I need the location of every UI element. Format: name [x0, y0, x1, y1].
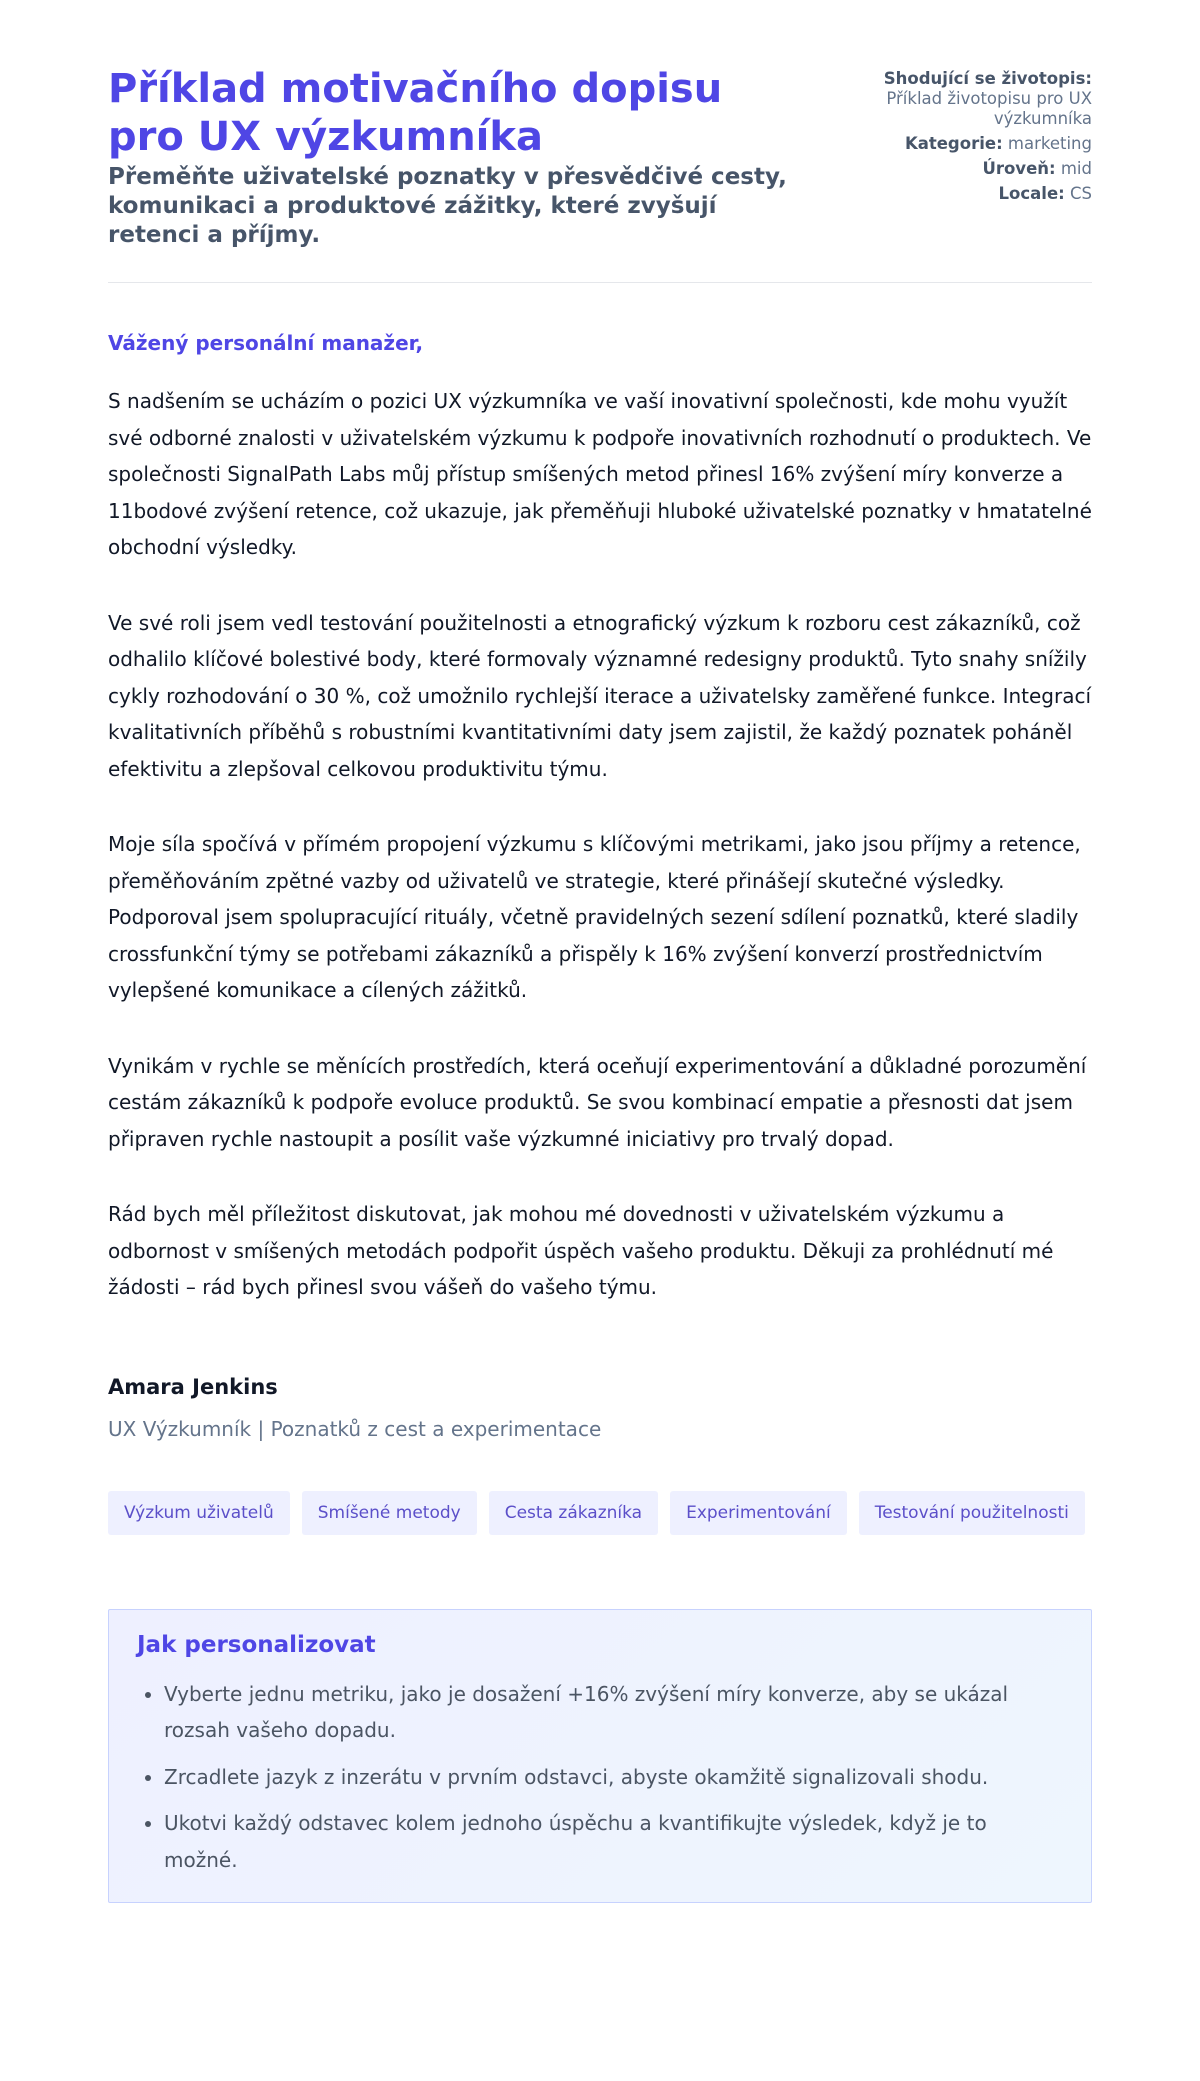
personalize-tips-box — [108, 1609, 1092, 1904]
tips-title: Jak personalizovat — [137, 1631, 376, 1658]
meta-level-label: Úroveň: — [982, 159, 1056, 178]
header-titles — [108, 65, 808, 250]
meta-level-value: mid — [1060, 159, 1092, 178]
tips-list-item: • Vyberte jednu metriku, jako je dosažení +16% zvýšení míry konverze, aby se ukázal rozsah vašeho dopadu. — [164, 1676, 1063, 1749]
meta-matching-resume — [842, 69, 1092, 129]
signature-name: Amara Jenkins — [108, 1374, 278, 1399]
tag-mixed-methods[interactable]: Smíšené metody — [302, 1491, 477, 1535]
tag-experimentation[interactable]: Experimentování — [670, 1491, 847, 1535]
meta-locale-value: CS — [1070, 184, 1092, 203]
page-title: Příklad motivačního dopisu pro UX výzkumníka — [108, 66, 723, 160]
page-subtitle: Přeměňte uživatelské poznatky v přesvědčivé cesty, komunikaci a produktové zážitky, které zvyšují retenci a příjmy. — [108, 164, 787, 248]
header-divider — [108, 282, 1092, 283]
meta-locale — [842, 184, 1092, 204]
letter-paragraph: Rád bych měl příležitost diskutovat, jak mohou mé dovednosti v uživatelském výzkumu a odbornost v smíšených metodách podpořit úspěch vašeho produktu. Děkuji za prohlédnutí mé žádosti – rád bych přinesl svou vášeň do vašeho týmu. — [108, 1202, 1054, 1299]
tips-list-item: • Ukotvi každý odstavec kolem jednoho úspěchu a kvantifikujte výsledek, když je to možné. — [164, 1805, 1063, 1878]
tag-customer-journey[interactable]: Cesta zákazníka — [489, 1491, 658, 1535]
letter-paragraph: S nadšením se ucházím o pozici UX výzkumníka ve vaší inovativní společnosti, kde mohu využít své odborné znalosti v uživatelském výzkumu k podpoře inovativních rozhodnutí o produktech. Ve společnosti SignalPath Labs můj přístup smíšených metod přinesl 16% zvýšení míry konverze a 11bodové zvýšení retence, což ukazuje, jak přeměňuji hluboké uživatelské poznatky v hmatatelné obchodní výsledky. — [108, 389, 1092, 559]
letter-paragraph: Moje síla spočívá v přímém propojení výzkumu s klíčovými metrikami, jako jsou příjmy a retence, přeměňováním zpětné vazby od uživatelů ve strategie, které přinášejí skutečné výsledky. Podporoval jsem spolupracující rituály, včetně pravidelných sezení sdílení poznatků, které sladily crossfunkční týmy se potřebami zákazníků a přispěly k 16% zvýšení konverzí prostřednictvím vylepšené komunikace a cílených zážitků. — [108, 832, 1081, 1002]
meta-matching-resume-label: Shodující se životopis: — [883, 69, 1092, 88]
meta-matching-resume-link[interactable]: Příklad životopisu pro UX výzkumníka — [886, 89, 1092, 128]
tips-list-item: • Zrcadlete jazyk z inzerátu v prvním odstavci, abyste okamžitě signalizovali shodu. — [164, 1759, 1063, 1796]
meta-level — [842, 159, 1092, 179]
tips-list — [137, 1676, 1063, 1879]
meta-category-value: marketing — [1007, 134, 1092, 153]
meta-category-label: Kategorie: — [904, 134, 1003, 153]
letter-salutation: Vážený personální manažer, — [108, 331, 424, 355]
tag-usability-testing[interactable]: Testování použitelnosti — [859, 1491, 1085, 1535]
meta-locale-label: Locale: — [998, 184, 1065, 203]
skill-tags — [108, 1491, 1092, 1535]
meta-panel — [842, 69, 1092, 209]
meta-category — [842, 134, 1092, 154]
page-header — [108, 65, 1092, 250]
letter-paragraph: Vynikám v rychle se měnících prostředích, která oceňují experimentování a důkladné porozumění cestám zákazníků k podpoře evoluce produktů. Se svou kombinací empatie a přesnosti dat jsem připraven rychle nastoupit a posílit vaše výzkumné iniciativy pro trvalý dopad. — [108, 1053, 1087, 1151]
tag-user-research[interactable]: Výzkum uživatelů — [108, 1491, 290, 1535]
signature-role: UX Výzkumník | Poznatků z cest a experimentace — [108, 1416, 602, 1441]
letter-paragraph: Ve své roli jsem vedl testování použitelnosti a etnografický výzkum k rozboru cest zákazníků, což odhalilo klíčové bolestivé body, které formovaly významné redesigny produktů. Tyto snahy snížily cykly rozhodování o 30 %, což umožnilo rychlejší iterace a uživatelsky zaměřené funkce. Integrací kvalitativních příběhů s robustními kvantitativními daty jsem zajistil, že každý poznatek poháněl efektivitu a zlepšoval celkovou produktivitu týmu. — [108, 610, 1092, 781]
